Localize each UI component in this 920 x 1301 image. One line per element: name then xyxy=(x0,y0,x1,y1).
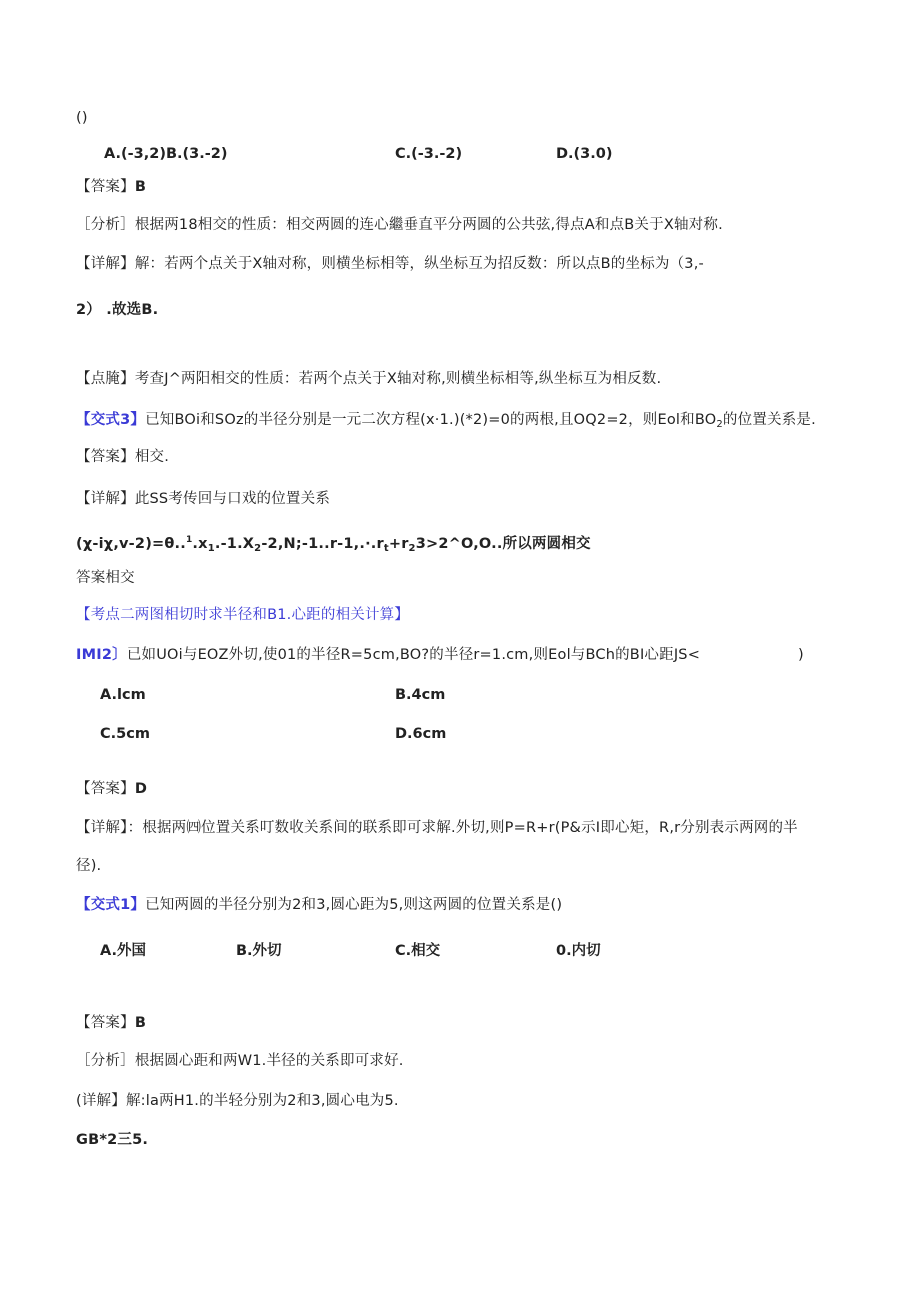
detail-text: 解:la两H1.的半轻分别为2和3,圆心电为5. xyxy=(125,1093,399,1109)
q3-option-c: C.5cm xyxy=(100,726,150,742)
q3-detail-cont: 径). xyxy=(76,858,102,874)
q4-option-d: 0.内切 xyxy=(556,943,601,959)
detail-label: 【详解】 xyxy=(76,820,128,836)
q4-stem xyxy=(76,894,562,916)
answer-label: 【答案】 xyxy=(76,781,135,797)
q1-detail-cont: 2） .故选B. xyxy=(76,302,159,318)
q4-stem-text: 已知两圆的半径分别为2和3,圆心距为5,则这两圆的位置关系是() xyxy=(145,897,563,913)
q4-option-b: B.外切 xyxy=(236,943,282,959)
q4-detail xyxy=(76,1090,399,1112)
q3-stem-text: 已如UOi与EOZ外切,使01的半径R=5cm,BO?的半径r=1.cm,则Eol与BCh的BI心距JS< xyxy=(126,647,701,663)
answer-value: 相交. xyxy=(134,449,170,465)
detail-text: 解：若两个点关于X轴对称，则横坐标相等，纵坐标互为招反数：所以点B的坐标为（3,- xyxy=(134,256,704,272)
section-title: 【考点二两图相切时求半径和B1.心距的相关计算】 xyxy=(76,607,410,623)
detail-label: 【详解】 xyxy=(76,256,135,272)
q1-answer xyxy=(76,176,146,198)
detail-label: 【详解】 xyxy=(76,491,135,507)
answer-value: D xyxy=(134,781,148,797)
q2-stem xyxy=(76,409,816,436)
q4-option-c: C.相交 xyxy=(395,943,441,959)
answer-value: B xyxy=(134,1015,147,1031)
q2-answer xyxy=(76,446,169,468)
q2-tag: 【交式3】 xyxy=(76,412,146,428)
q1-analysis xyxy=(76,214,723,236)
analysis-label: ［分析］ xyxy=(76,1053,135,1069)
comment-label: 【点腌】 xyxy=(76,371,135,387)
answer-label: 【答案】 xyxy=(76,449,135,465)
q3-option-b: B.4cm xyxy=(395,687,446,703)
q2-stem-text: 已知BOi和SOz的半径分别是一元二次方程(x·1.)(*2)=0的两根,且OQ2=2，则Eol和BO xyxy=(145,412,717,428)
q1-option-ab: A.(-3,2)B.(3.-2) xyxy=(104,146,228,162)
q4-analysis xyxy=(76,1050,404,1072)
q2-formula: $(\chi-i\chi,v-2)=\theta..^1.x_1.-1.X_2-2,N;-1..r-1,.\cdot.r_t+r_23>2\^{}O,O$..所以两圆相交 xyxy=(76,535,591,554)
q3-tag: IMI2〕 xyxy=(76,647,127,663)
q3-stem-close: ) xyxy=(798,647,804,663)
q2-stem-subscript: 2 xyxy=(716,419,723,430)
q1-option-c: C.(-3.-2) xyxy=(395,146,463,162)
q1-stem-tail: () xyxy=(76,110,88,126)
q1-detail xyxy=(76,253,704,275)
q3-option-a: A.lcm xyxy=(100,687,146,703)
answer-value: B xyxy=(134,179,147,195)
answer-label: 【答案】 xyxy=(76,179,135,195)
q2-detail xyxy=(76,488,330,510)
q3-option-d: D.6cm xyxy=(395,726,447,742)
comment-text: 考查J^两阳相交的性质：若两个点关于X轴对称,则横坐标相等,纵坐标互为相反数. xyxy=(134,371,662,387)
answer-label: 【答案】 xyxy=(76,1015,135,1031)
q1-comment xyxy=(76,368,661,390)
analysis-text: 根据两18相交的性质：相交两圆的连心繼垂直平分两圆的公共弦,得点A和点B关于X轴对称. xyxy=(134,217,723,233)
q4-last-line: GB*2三5. xyxy=(76,1132,149,1148)
q4-tag: 【交式1】 xyxy=(76,897,146,913)
q2-stem-end: 的位置关系是. xyxy=(722,412,816,428)
q4-option-a: A.外国 xyxy=(100,943,146,959)
q3-stem xyxy=(76,644,700,666)
detail-label: (详解】 xyxy=(76,1093,126,1109)
q4-answer xyxy=(76,1012,146,1034)
detail-text: ：根据两㈣位置关系叮数收关系间的联系即可求解.外切,则P=R+r(P&示I即心矩，R,r分别表示两网的半 xyxy=(127,820,798,836)
analysis-text: 根据圆心距和两W1.半径的关系即可求好. xyxy=(134,1053,404,1069)
analysis-label: ［分析］ xyxy=(76,217,135,233)
detail-text: 此SS考传回与口戏的位置关系 xyxy=(134,491,331,507)
q1-option-d: D.(3.0) xyxy=(556,146,613,162)
q3-detail xyxy=(76,817,798,839)
q2-final-answer: 答案相交 xyxy=(76,570,135,586)
q3-answer xyxy=(76,778,147,800)
